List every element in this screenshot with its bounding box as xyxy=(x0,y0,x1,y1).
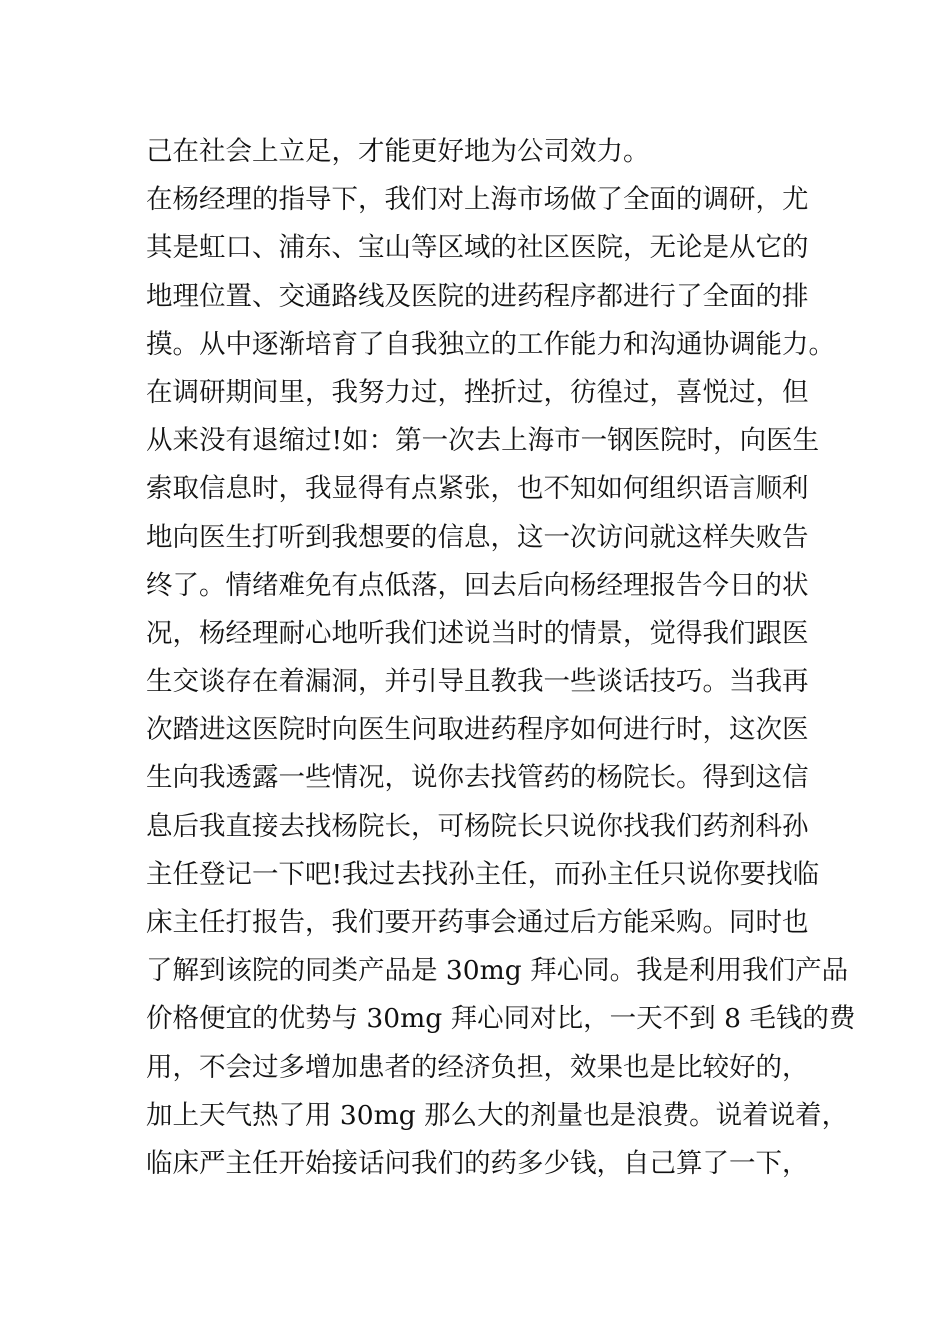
text-line: 地向医生打听到我想要的信息，这一次访问就这样失败告 xyxy=(146,521,809,553)
text-line: 生向我透露一些情况，说你去找管药的杨院长。得到这信 xyxy=(146,762,809,794)
text-line: 次踏进这医院时向医生问取进药程序如何进行时，这次医 xyxy=(146,714,809,746)
text-line: 床主任打报告，我们要开药事会通过后方能采购。同时也 xyxy=(146,907,809,938)
text-line: 了解到该院的同类产品是 30mg 拜心同。我是利用我们产品 xyxy=(146,955,849,987)
text-line: 主任登记一下吧!我过去找孙主任，而孙主任只说你要找临 xyxy=(146,858,820,890)
text-line: 在杨经理的指导下，我们对上海市场做了全面的调研，尤 xyxy=(146,184,809,216)
text-line: 己在社会上立足，才能更好地为公司效力。 xyxy=(146,136,650,167)
text-line: 摸。从中逐渐培育了自我独立的工作能力和沟通协调能力。 xyxy=(146,328,835,360)
body-text xyxy=(146,128,856,1188)
text-line: 索取信息时，我显得有点紧张，也不知如何组织语言顺利 xyxy=(146,473,809,505)
text-line: 终了。情绪难免有点低落，回去后向杨经理报告今日的状 xyxy=(146,569,809,601)
text-line: 在调研期间里，我努力过，挫折过，彷徨过，喜悦过，但 xyxy=(146,376,809,408)
text-line: 从来没有退缩过!如：第一次去上海市一钢医院时，向医生 xyxy=(146,425,820,457)
text-line: 加上天气热了用 30mg 那么大的剂量也是浪费。说着说着， xyxy=(146,1099,849,1131)
text-line: 价格便宜的优势与 30mg 拜心同对比，一天不到 8 毛钱的费 xyxy=(146,1003,856,1035)
text-line: 况，杨经理耐心地听我们述说当时的情景，觉得我们跟医 xyxy=(146,617,809,649)
text-line: 其是虹口、浦东、宝山等区域的社区医院，无论是从它的 xyxy=(146,232,809,264)
text-line: 息后我直接去找杨院长，可杨院长只说你找我们药剂科孙 xyxy=(146,810,809,842)
text-line: 用，不会过多增加患者的经济负担，效果也是比较好的， xyxy=(146,1051,809,1083)
text-line: 地理位置、交通路线及医院的进药程序都进行了全面的排 xyxy=(146,280,809,312)
text-line: 临床严主任开始接话问我们的药多少钱，自己算了一下， xyxy=(146,1147,809,1179)
text-line: 生交谈存在着漏洞，并引导且教我一些谈话技巧。当我再 xyxy=(146,666,809,698)
